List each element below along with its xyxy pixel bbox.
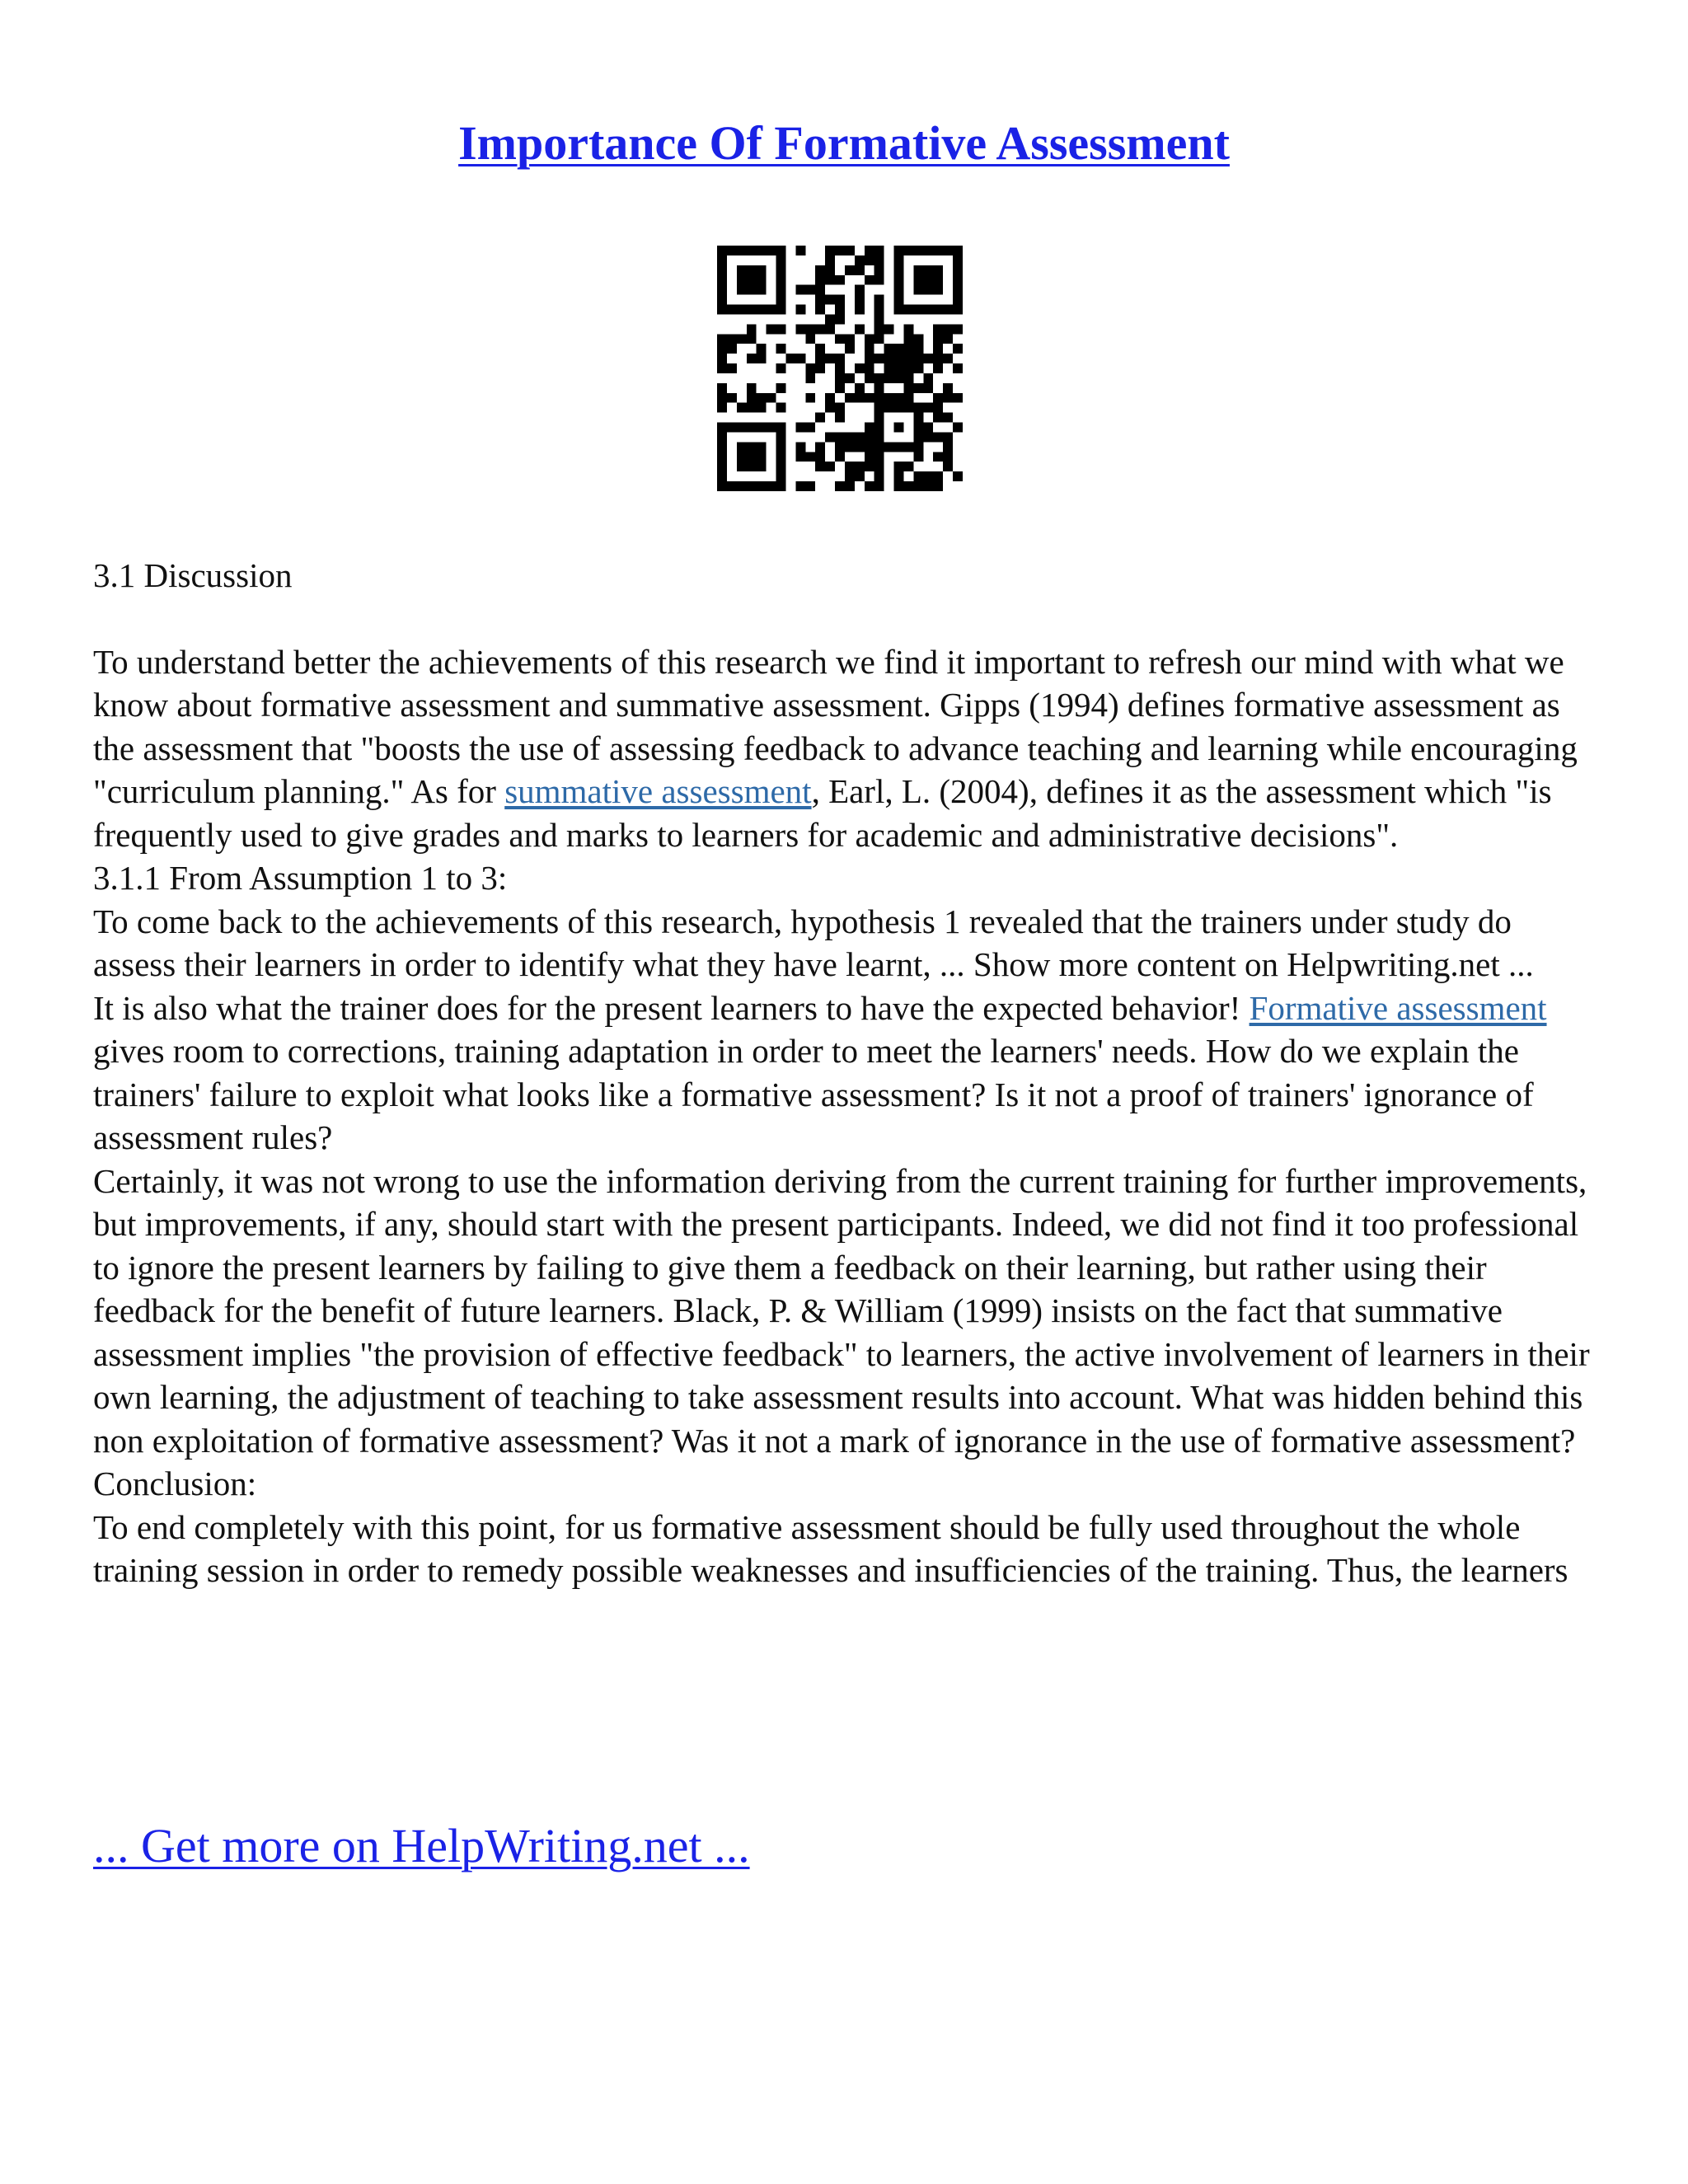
get-more-link[interactable]: ... Get more on HelpWriting.net ...: [93, 1819, 750, 1872]
paragraph-1-text-b: , Earl, L. (2004), defines it as the assessment which "is frequently used to give grades and marks to learners for academic and administrative decisions".: [93, 772, 1552, 854]
paragraph-1-text-a: To understand better the achievements of this research we find it important to refresh our mind with what we know about formative assessment and summative assessment. Gipps (1994) defines formative assessment as the assessment that "boosts the use of assessing feedback to advance teaching and learning while encouraging "curriculum planning." As for: [93, 642, 1578, 810]
paragraph-3-text-b: gives room to corrections, training adaptation in order to meet the learners' needs. How do we explain the trainers' failure to exploit what looks like a formative assessment? Is it not a proof of trainers' ignorance of assessment rules?: [93, 1032, 1534, 1156]
document-title-link[interactable]: Importance Of Formative Assessment: [458, 116, 1230, 170]
document-body: [93, 554, 1601, 1592]
paragraph-2: To come back to the achievements of this research, hypothesis 1 revealed that the trainers under study do assess their learners in order to identify what they have learnt, ... Show more content on Helpwriting.net ...: [93, 902, 1534, 983]
section-heading: 3.1 Discussion: [93, 556, 293, 594]
qr-code: [717, 246, 963, 491]
summative-assessment-link[interactable]: summative assessment: [504, 772, 812, 810]
bottom-link-container: [93, 1818, 750, 1873]
paragraph-4: Certainly, it was not wrong to use the information deriving from the current training for further improvements, but improvements, if any, should start with the present participants. Indeed, we did not find it too professional to ignore the present learners by failing to give them a feedback on their learning, but rather using their feedback for the benefit of future learners. Black, P. & William (1999) insists on the fact that summative assessment implies "the provision of effective feedback" to learners, the active involvement of learners in their own learning, the adjustment of teaching to take assessment results into account. What was hidden behind this non exploitation of formative assessment? Was it not a mark of ignorance in the use of formative assessment?: [93, 1161, 1590, 1460]
paragraph-3-text-a: It is also what the trainer does for the present learners to have the expected behavior!: [93, 988, 1250, 1027]
paragraph-5: To end completely with this point, for us formative assessment should be fully used throughout the whole training session in order to remedy possible weaknesses and insufficiencies of the training. Thus, the learners: [93, 1507, 1568, 1589]
formative-assessment-link[interactable]: Formative assessment: [1249, 988, 1547, 1027]
paragraph-3: [93, 987, 1601, 1160]
subsection-heading: 3.1.1 From Assumption 1 to 3:: [93, 859, 508, 897]
paragraph-1: [93, 640, 1601, 857]
conclusion-label: Conclusion:: [93, 1465, 257, 1502]
title-container: [0, 115, 1688, 171]
